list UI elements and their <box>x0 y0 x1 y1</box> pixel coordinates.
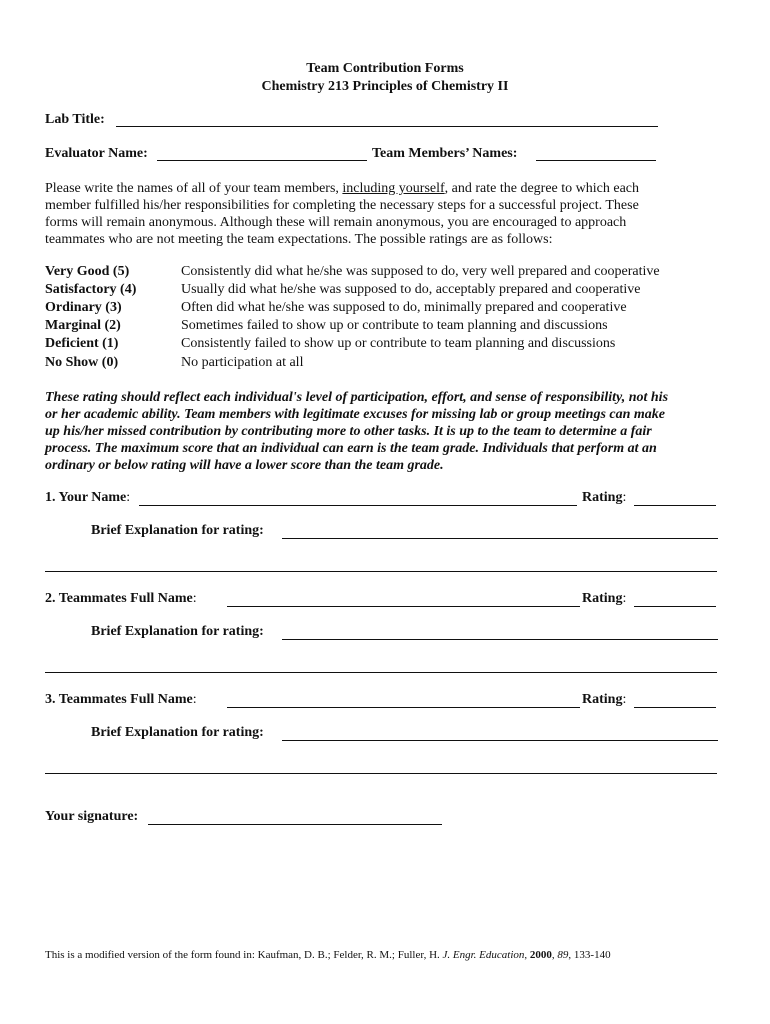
rating-description: Consistently failed to show up or contribute to team planning and discussions <box>181 336 616 351</box>
team-members-input-line[interactable] <box>536 160 656 161</box>
instructions-line-4: teammates who are not meeting the team expectations. The possible ratings are as follows: <box>45 232 553 247</box>
signature-input-line[interactable] <box>148 824 442 825</box>
note-line: These rating should reflect each individual's level of participation, effort, and sense of responsibility, not his <box>45 390 669 405</box>
note-line: process. The maximum score that an individual can earn is the team grade. Individuals that perform at an <box>45 441 657 456</box>
team-members-label: Team Members’ Names: <box>372 146 518 161</box>
rating-term: Satisfactory (4) <box>45 282 137 297</box>
entry-3-explanation-continuation-line[interactable] <box>45 773 717 774</box>
journal-name: J. Engr. Education <box>442 949 525 961</box>
signature-label: Your signature: <box>45 809 139 824</box>
evaluator-name-input-line[interactable] <box>157 160 367 161</box>
note-line: or her academic ability. Team members with legitimate excuses for missing lab or group meetings can make <box>45 407 666 422</box>
rating-description: Sometimes failed to show up or contribute to team planning and discussions <box>181 318 608 333</box>
rating-description: No participation at all <box>181 355 304 370</box>
lab-title-input-line[interactable] <box>116 126 658 127</box>
entry-1-explanation-continuation-line[interactable] <box>45 571 717 572</box>
rating-term: Marginal (2) <box>45 318 121 333</box>
entry-1-name-label: 1. Your Name: <box>45 490 131 505</box>
rating-term: Deficient (1) <box>45 336 119 351</box>
page-title: Team Contribution Forms <box>306 61 464 76</box>
entry-3-rating-label: Rating: <box>582 692 627 707</box>
entry-2-rating-label: Rating: <box>582 591 627 606</box>
entry-2-rating-input-line[interactable] <box>634 606 716 607</box>
entry-1-explanation-label: Brief Explanation for rating: <box>91 523 264 538</box>
rating-term: No Show (0) <box>45 355 119 370</box>
entry-2-name-input-line[interactable] <box>227 606 580 607</box>
citation-volume: 89 <box>557 949 569 961</box>
rating-description: Usually did what he/she was supposed to do, acceptably prepared and cooperative <box>181 282 641 297</box>
entry-1-explanation-input-line[interactable] <box>282 538 718 539</box>
entry-3-explanation-input-line[interactable] <box>282 740 718 741</box>
course-title: Chemistry 213 Principles of Chemistry II <box>261 79 509 94</box>
citation-year: 2000 <box>529 949 552 961</box>
note-line: ordinary or below rating will have a lower score than the team grade. <box>45 458 444 473</box>
including-yourself-emphasis: including yourself <box>342 181 445 196</box>
entry-2-explanation-input-line[interactable] <box>282 639 718 640</box>
entry-2-explanation-continuation-line[interactable] <box>45 672 717 673</box>
evaluator-name-label: Evaluator Name: <box>45 146 148 161</box>
lab-title-label: Lab Title: <box>45 112 105 127</box>
instructions-line-1: Please write the names of all of your team members, including yourself, and rate the degree to which each <box>45 181 640 196</box>
entry-1-rating-input-line[interactable] <box>634 505 716 506</box>
rating-description: Often did what he/she was supposed to do, minimally prepared and cooperative <box>181 300 627 315</box>
entry-2-explanation-label: Brief Explanation for rating: <box>91 624 264 639</box>
instructions-line-2: member fulfilled his/her responsibilities for completing the necessary steps for a successful project. These <box>45 198 639 213</box>
instructions-paragraph <box>45 180 725 248</box>
entry-3-name-input-line[interactable] <box>227 707 580 708</box>
entry-3-name-label: 3. Teammates Full Name: <box>45 692 197 707</box>
rating-description: Consistently did what he/she was supposed to do, very well prepared and cooperative <box>181 264 660 279</box>
rating-guidance-note <box>45 389 735 474</box>
note-line: up his/her missed contribution by contributing more to other tasks. It is up to the team to determine a fair <box>45 424 652 439</box>
entry-3-explanation-label: Brief Explanation for rating: <box>91 725 264 740</box>
instructions-line-3: forms will remain anonymous. Although these will remain anonymous, you are encouraged to approach <box>45 215 627 230</box>
entry-1-name-input-line[interactable] <box>139 505 577 506</box>
entry-2-name-label: 2. Teammates Full Name: <box>45 591 197 606</box>
entry-1-rating-label: Rating: <box>582 490 627 505</box>
entry-3-rating-input-line[interactable] <box>634 707 716 708</box>
rating-term: Ordinary (3) <box>45 300 122 315</box>
citation-footer: This is a modified version of the form found in: Kaufman, D. B.; Felder, R. M.; Fuller, H. J. Engr. Education, 2000, 89, 133-140 <box>45 949 611 961</box>
rating-term: Very Good (5) <box>45 264 130 279</box>
